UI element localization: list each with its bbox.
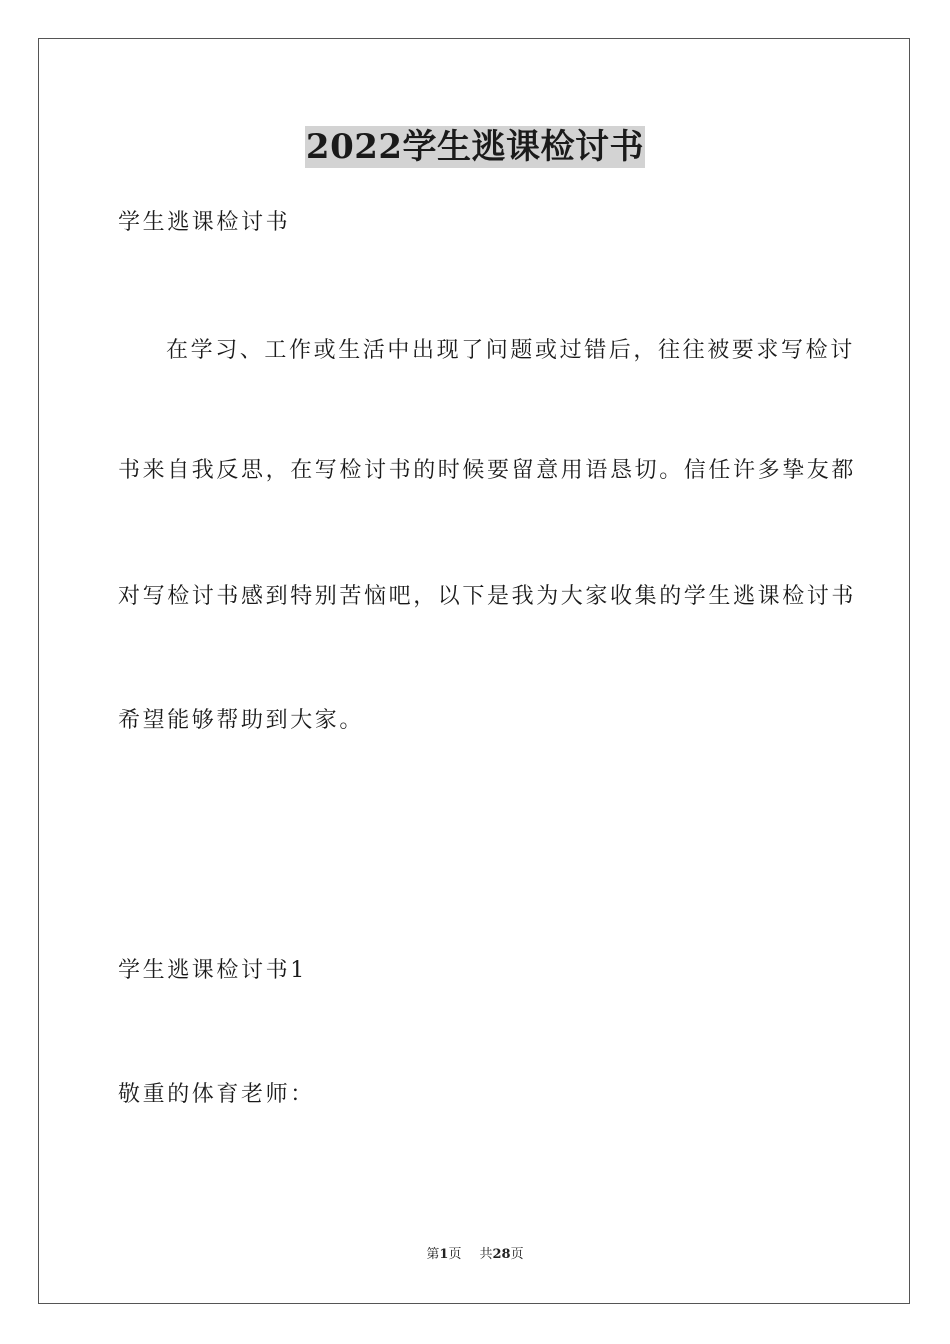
intro-paragraph-line-4: 希望能够帮助到大家。 bbox=[118, 708, 365, 733]
footer-page-suffix: 页 bbox=[448, 1247, 462, 1262]
document-subtitle: 学生逃课检讨书 bbox=[118, 210, 291, 235]
page-footer bbox=[0, 1246, 950, 1264]
footer-page-prefix: 第 bbox=[426, 1247, 440, 1262]
intro-paragraph-line-1: 在学习、工作或生活中出现了问题或过错后，往往被要求写检讨 bbox=[166, 338, 855, 363]
footer-page-number: 1 bbox=[439, 1247, 449, 1262]
footer-total-suffix: 页 bbox=[510, 1247, 524, 1262]
letter-salutation: 敬重的体育老师： bbox=[118, 1082, 315, 1107]
document-title-text: 2022学生逃课检讨书 bbox=[305, 127, 645, 167]
footer-total-prefix: 共 bbox=[479, 1247, 493, 1262]
footer-total-pages: 28 bbox=[492, 1247, 511, 1262]
intro-paragraph-line-2: 书来自我反思，在写检讨书的时候要留意用语恳切。信任许多挚友都 bbox=[118, 458, 857, 483]
intro-paragraph-line-3: 对写检讨书感到特别苦恼吧，以下是我为大家收集的学生逃课检讨书 bbox=[118, 584, 857, 609]
document-title bbox=[0, 126, 950, 168]
section-heading: 学生逃课检讨书1 bbox=[118, 958, 307, 983]
